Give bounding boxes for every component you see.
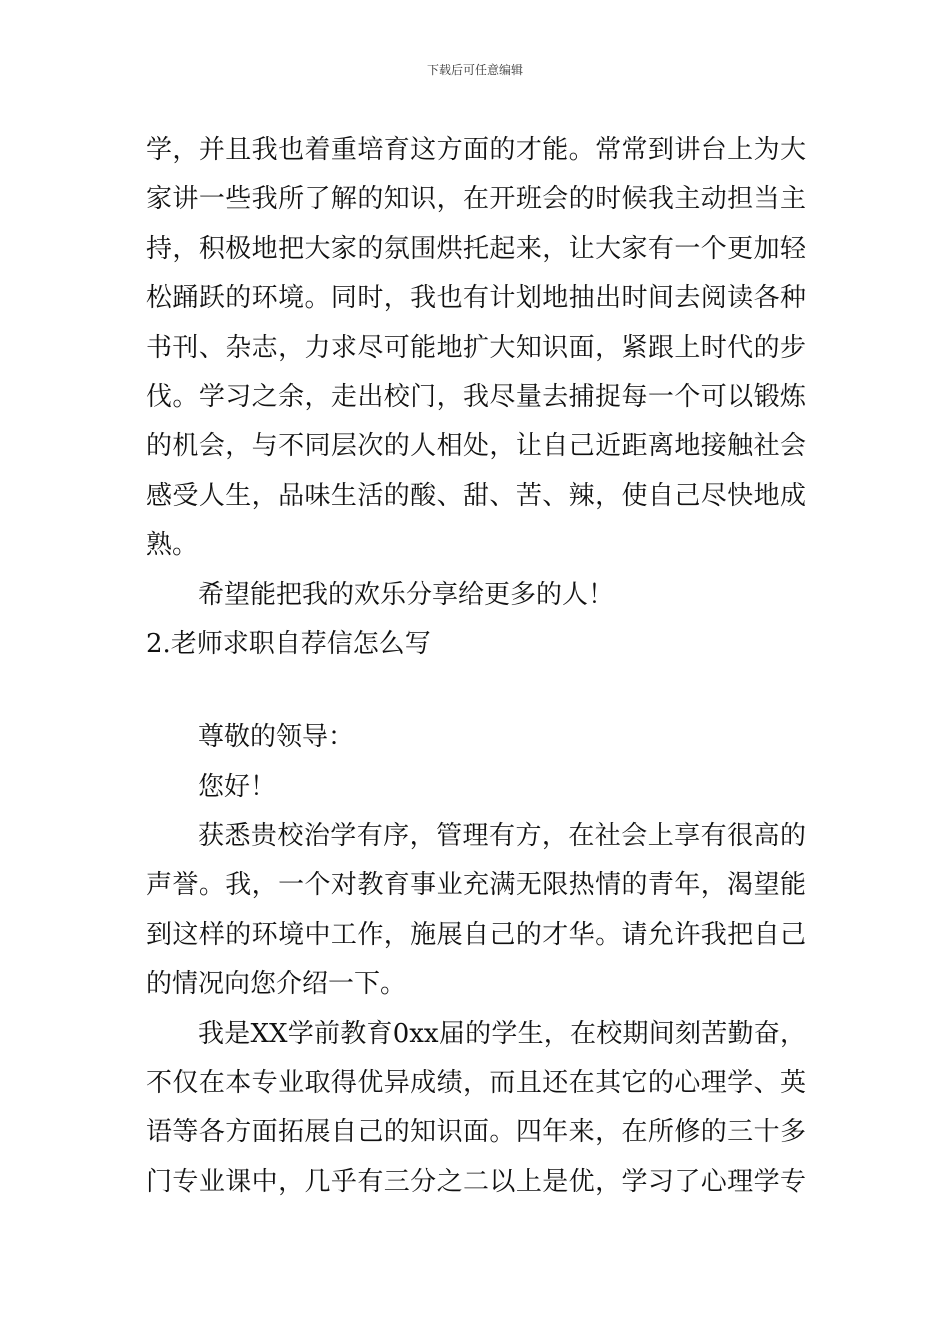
text-line: 学，并且我也着重培育这方面的才能。常常到讲台上为大 — [146, 135, 806, 165]
paragraph-continuation — [146, 126, 806, 571]
text-line: 持，积极地把大家的氛围烘托起来，让大家有一个更加轻 — [146, 233, 806, 264]
text-line: 书刊、杂志，力求尽可能地扩大知识面，紧跟上时代的步 — [146, 332, 806, 363]
text-line: 家讲一些我所了解的知识，在开班会的时候我主动担当主 — [146, 184, 806, 215]
text-line: 的情况向您介绍一下。 — [146, 969, 407, 1000]
blank-spacer — [146, 669, 806, 713]
paragraph-introduction — [146, 812, 806, 1010]
text-line: 声誉。我，一个对教育事业充满无限热情的青年，渴望能 — [146, 870, 806, 901]
text-line: 伐。学习之余，走出校门，我尽量去捕捉每一个可以锻炼 — [146, 381, 806, 412]
greeting: 您好！ — [198, 771, 277, 802]
text-line: 感受人生，品味生活的酸、甜、苦、辣，使自己尽快地成 — [146, 480, 806, 511]
text-line: 我是XX学前教育0xx届的学生，在校期间刻苦勤奋， — [198, 1018, 806, 1049]
paragraph-background — [146, 1010, 806, 1208]
closing-wish: 希望能把我的欢乐分享给更多的人！ — [198, 579, 615, 610]
text-line: 松踊跃的环境。同时，我也有计划地抽出时间去阅读各种 — [146, 283, 806, 314]
text-line: 门专业课中，几乎有三分之二以上是优，学习了心理学专 — [146, 1166, 806, 1197]
salutation: 尊敬的领导： — [198, 722, 355, 753]
document-body — [146, 126, 806, 1207]
text-line: 熟。 — [146, 530, 199, 561]
text-line: 的机会，与不同层次的人相处，让自己近距离地接触社会 — [146, 431, 806, 462]
text-line: 获悉贵校治学有序，管理有方，在社会上享有很高的 — [198, 821, 806, 852]
text-line: 语等各方面拓展自己的知识面。四年来，在所修的三十多 — [146, 1117, 806, 1148]
section-title: 2.老师求职自荐信怎么写 — [146, 628, 431, 659]
text-line: 到这样的环境中工作，施展自己的才华。请允许我把自己 — [146, 919, 806, 950]
text-line: 不仅在本专业取得优异成绩，而且还在其它的心理学、英 — [146, 1068, 806, 1099]
page-header: 下载后可任意编辑 — [426, 63, 523, 77]
